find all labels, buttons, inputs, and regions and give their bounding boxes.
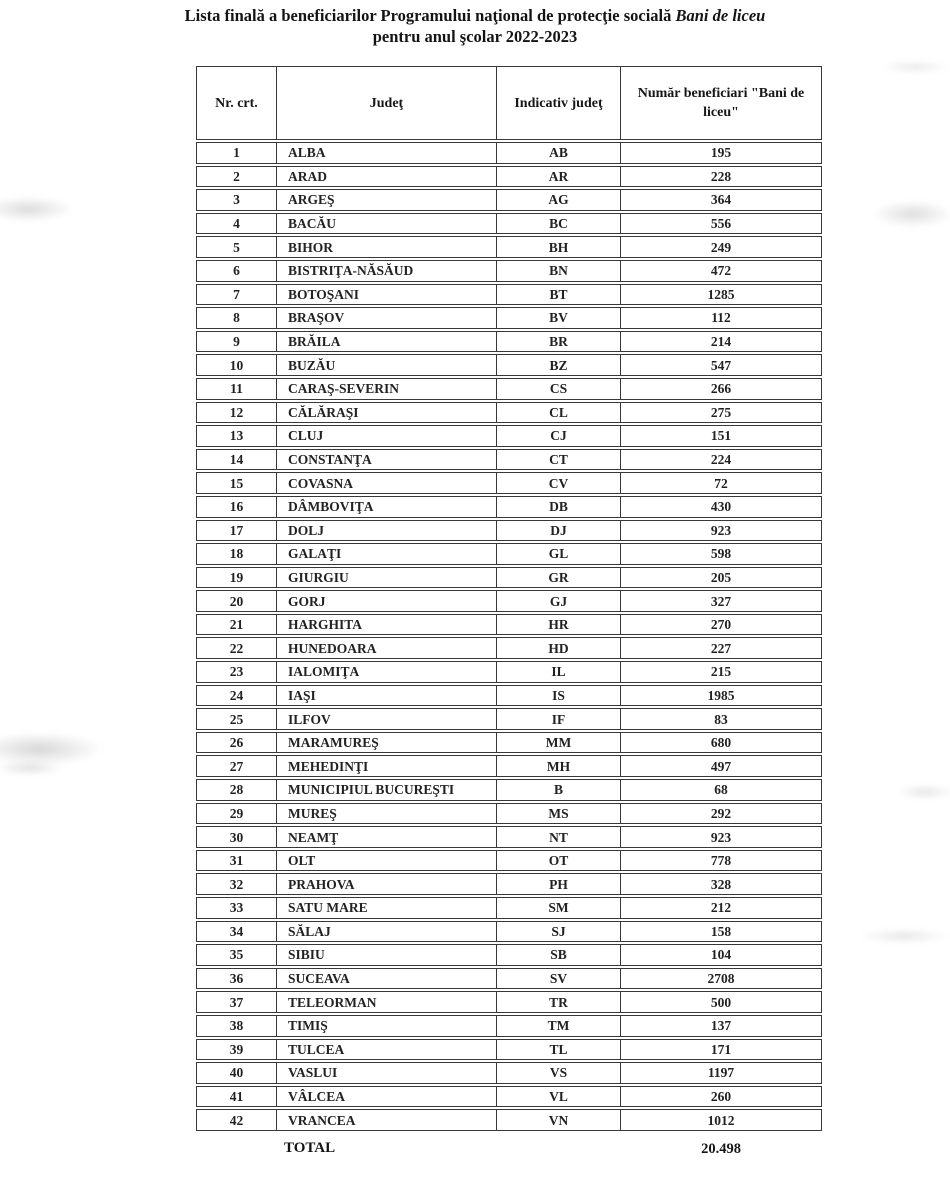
- cell-nr-crt: 29: [196, 803, 276, 825]
- table-body: [196, 142, 822, 1131]
- cell-judet: CARAŞ-SEVERIN: [276, 378, 496, 400]
- cell-nr-crt: 4: [196, 213, 276, 235]
- cell-indicativ: AB: [496, 142, 620, 164]
- cell-numar-beneficiari: 275: [620, 402, 822, 424]
- page-title-line1-italic: Bani de liceu: [675, 6, 766, 25]
- cell-nr-crt: 41: [196, 1086, 276, 1108]
- cell-judet: MEHEDINŢI: [276, 755, 496, 777]
- table-row: [196, 189, 822, 211]
- cell-numar-beneficiari: 923: [620, 826, 822, 848]
- col-header-nr-crt: Nr. crt.: [196, 66, 276, 140]
- cell-numar-beneficiari: 158: [620, 921, 822, 943]
- cell-numar-beneficiari: 364: [620, 189, 822, 211]
- cell-numar-beneficiari: 195: [620, 142, 822, 164]
- scan-smudge: [880, 60, 950, 74]
- cell-judet: CLUJ: [276, 425, 496, 447]
- cell-numar-beneficiari: 778: [620, 850, 822, 872]
- cell-indicativ: BN: [496, 260, 620, 282]
- table-row: [196, 708, 822, 730]
- cell-indicativ: BT: [496, 284, 620, 306]
- cell-indicativ: MS: [496, 803, 620, 825]
- page-title-line1: [0, 5, 950, 26]
- cell-numar-beneficiari: 260: [620, 1086, 822, 1108]
- cell-judet: MUNICIPIUL BUCUREŞTI: [276, 779, 496, 801]
- cell-judet: SIBIU: [276, 944, 496, 966]
- table-row: [196, 472, 822, 494]
- cell-indicativ: TM: [496, 1015, 620, 1037]
- cell-indicativ: AG: [496, 189, 620, 211]
- cell-numar-beneficiari: 212: [620, 897, 822, 919]
- table-row: [196, 944, 822, 966]
- cell-judet: BRĂILA: [276, 331, 496, 353]
- total-row: [196, 1140, 822, 1162]
- cell-nr-crt: 19: [196, 567, 276, 589]
- cell-judet: IALOMIŢA: [276, 661, 496, 683]
- cell-nr-crt: 14: [196, 449, 276, 471]
- cell-indicativ: TR: [496, 991, 620, 1013]
- cell-numar-beneficiari: 228: [620, 166, 822, 188]
- cell-nr-crt: 23: [196, 661, 276, 683]
- cell-judet: BOTOŞANI: [276, 284, 496, 306]
- cell-indicativ: HR: [496, 614, 620, 636]
- cell-numar-beneficiari: 472: [620, 260, 822, 282]
- cell-indicativ: TL: [496, 1039, 620, 1061]
- cell-indicativ: VL: [496, 1086, 620, 1108]
- cell-nr-crt: 34: [196, 921, 276, 943]
- cell-indicativ: PH: [496, 873, 620, 895]
- cell-nr-crt: 31: [196, 850, 276, 872]
- cell-judet: SUCEAVA: [276, 968, 496, 990]
- table-row: [196, 803, 822, 825]
- cell-nr-crt: 26: [196, 732, 276, 754]
- cell-judet: TELEORMAN: [276, 991, 496, 1013]
- cell-judet: VASLUI: [276, 1062, 496, 1084]
- col-header-indicativ: Indicativ judeţ: [496, 66, 620, 140]
- cell-numar-beneficiari: 556: [620, 213, 822, 235]
- cell-numar-beneficiari: 249: [620, 236, 822, 258]
- table-row: [196, 897, 822, 919]
- cell-nr-crt: 2: [196, 166, 276, 188]
- table-row: [196, 378, 822, 400]
- cell-nr-crt: 38: [196, 1015, 276, 1037]
- table-row: [196, 166, 822, 188]
- cell-nr-crt: 9: [196, 331, 276, 353]
- cell-indicativ: SV: [496, 968, 620, 990]
- table-row: [196, 331, 822, 353]
- cell-nr-crt: 15: [196, 472, 276, 494]
- table-row: [196, 590, 822, 612]
- cell-judet: COVASNA: [276, 472, 496, 494]
- cell-indicativ: BC: [496, 213, 620, 235]
- cell-nr-crt: 8: [196, 307, 276, 329]
- table-row: [196, 850, 822, 872]
- cell-nr-crt: 22: [196, 637, 276, 659]
- cell-judet: HARGHITA: [276, 614, 496, 636]
- cell-judet: ILFOV: [276, 708, 496, 730]
- col-header-numar-beneficiari: Număr beneficiari "Bani de liceu": [620, 66, 822, 140]
- cell-nr-crt: 6: [196, 260, 276, 282]
- cell-indicativ: OT: [496, 850, 620, 872]
- cell-judet: TULCEA: [276, 1039, 496, 1061]
- cell-judet: BRAŞOV: [276, 307, 496, 329]
- cell-numar-beneficiari: 270: [620, 614, 822, 636]
- cell-judet: IAŞI: [276, 685, 496, 707]
- cell-indicativ: GR: [496, 567, 620, 589]
- cell-numar-beneficiari: 1285: [620, 284, 822, 306]
- scan-smudge: [896, 784, 950, 800]
- table-row: [196, 520, 822, 542]
- cell-indicativ: NT: [496, 826, 620, 848]
- table-row: [196, 685, 822, 707]
- cell-numar-beneficiari: 598: [620, 543, 822, 565]
- beneficiaries-table: [196, 64, 822, 1133]
- cell-nr-crt: 10: [196, 354, 276, 376]
- cell-numar-beneficiari: 224: [620, 449, 822, 471]
- cell-indicativ: GJ: [496, 590, 620, 612]
- page-title-line1-text: Lista finală a beneficiarilor Programului naţional de protecţie socială: [184, 6, 676, 25]
- cell-nr-crt: 5: [196, 236, 276, 258]
- cell-numar-beneficiari: 104: [620, 944, 822, 966]
- table-row: [196, 142, 822, 164]
- cell-nr-crt: 36: [196, 968, 276, 990]
- cell-indicativ: VS: [496, 1062, 620, 1084]
- table-row: [196, 425, 822, 447]
- table-row: [196, 991, 822, 1013]
- cell-numar-beneficiari: 215: [620, 661, 822, 683]
- cell-indicativ: BZ: [496, 354, 620, 376]
- cell-nr-crt: 3: [196, 189, 276, 211]
- table-row: [196, 496, 822, 518]
- cell-numar-beneficiari: 328: [620, 873, 822, 895]
- cell-indicativ: GL: [496, 543, 620, 565]
- cell-indicativ: VN: [496, 1109, 620, 1131]
- cell-nr-crt: 21: [196, 614, 276, 636]
- cell-judet: SĂLAJ: [276, 921, 496, 943]
- cell-indicativ: SM: [496, 897, 620, 919]
- cell-nr-crt: 28: [196, 779, 276, 801]
- cell-nr-crt: 30: [196, 826, 276, 848]
- cell-numar-beneficiari: 1985: [620, 685, 822, 707]
- cell-judet: CONSTANŢA: [276, 449, 496, 471]
- cell-judet: OLT: [276, 850, 496, 872]
- table-row: [196, 755, 822, 777]
- cell-nr-crt: 27: [196, 755, 276, 777]
- cell-indicativ: IS: [496, 685, 620, 707]
- table-row: [196, 661, 822, 683]
- page-title: [0, 5, 950, 47]
- cell-numar-beneficiari: 151: [620, 425, 822, 447]
- cell-numar-beneficiari: 430: [620, 496, 822, 518]
- cell-judet: CĂLĂRAŞI: [276, 402, 496, 424]
- cell-judet: HUNEDOARA: [276, 637, 496, 659]
- cell-nr-crt: 39: [196, 1039, 276, 1061]
- cell-indicativ: BH: [496, 236, 620, 258]
- cell-indicativ: IF: [496, 708, 620, 730]
- cell-numar-beneficiari: 923: [620, 520, 822, 542]
- cell-numar-beneficiari: 2708: [620, 968, 822, 990]
- cell-judet: BIHOR: [276, 236, 496, 258]
- table-row: [196, 402, 822, 424]
- cell-indicativ: BV: [496, 307, 620, 329]
- cell-numar-beneficiari: 83: [620, 708, 822, 730]
- cell-numar-beneficiari: 227: [620, 637, 822, 659]
- table-row: [196, 1039, 822, 1061]
- cell-judet: SATU MARE: [276, 897, 496, 919]
- table-row: [196, 213, 822, 235]
- cell-judet: GALAŢI: [276, 543, 496, 565]
- table-row: [196, 637, 822, 659]
- scan-smudge: [0, 760, 64, 776]
- cell-numar-beneficiari: 266: [620, 378, 822, 400]
- table-row: [196, 921, 822, 943]
- table-row: [196, 1015, 822, 1037]
- cell-indicativ: DB: [496, 496, 620, 518]
- cell-judet: GIURGIU: [276, 567, 496, 589]
- cell-numar-beneficiari: 205: [620, 567, 822, 589]
- scan-smudge: [858, 928, 950, 944]
- cell-judet: ARGEŞ: [276, 189, 496, 211]
- cell-indicativ: HD: [496, 637, 620, 659]
- cell-indicativ: MH: [496, 755, 620, 777]
- cell-nr-crt: 11: [196, 378, 276, 400]
- cell-indicativ: CL: [496, 402, 620, 424]
- table-row: [196, 1086, 822, 1108]
- cell-nr-crt: 20: [196, 590, 276, 612]
- cell-nr-crt: 12: [196, 402, 276, 424]
- scan-smudge: [872, 200, 950, 228]
- cell-nr-crt: 37: [196, 991, 276, 1013]
- cell-judet: BUZĂU: [276, 354, 496, 376]
- scan-smudge: [0, 196, 74, 222]
- table-row: [196, 826, 822, 848]
- cell-indicativ: MM: [496, 732, 620, 754]
- cell-nr-crt: 25: [196, 708, 276, 730]
- table-row: [196, 449, 822, 471]
- total-label: TOTAL: [284, 1139, 336, 1156]
- cell-indicativ: CS: [496, 378, 620, 400]
- cell-nr-crt: 33: [196, 897, 276, 919]
- cell-nr-crt: 17: [196, 520, 276, 542]
- cell-judet: PRAHOVA: [276, 873, 496, 895]
- table-row: [196, 236, 822, 258]
- page-title-line2: pentru anul şcolar 2022-2023: [372, 27, 578, 46]
- table-header-row: [196, 66, 822, 140]
- cell-numar-beneficiari: 112: [620, 307, 822, 329]
- cell-numar-beneficiari: 171: [620, 1039, 822, 1061]
- cell-nr-crt: 42: [196, 1109, 276, 1131]
- cell-indicativ: DJ: [496, 520, 620, 542]
- cell-judet: MUREŞ: [276, 803, 496, 825]
- cell-nr-crt: 35: [196, 944, 276, 966]
- cell-indicativ: CV: [496, 472, 620, 494]
- table-row: [196, 873, 822, 895]
- cell-nr-crt: 32: [196, 873, 276, 895]
- table-row: [196, 732, 822, 754]
- total-value: 20.498: [701, 1140, 741, 1157]
- table-row: [196, 260, 822, 282]
- cell-indicativ: SJ: [496, 921, 620, 943]
- cell-judet: GORJ: [276, 590, 496, 612]
- cell-indicativ: CJ: [496, 425, 620, 447]
- table-row: [196, 1109, 822, 1131]
- table-row: [196, 968, 822, 990]
- cell-indicativ: AR: [496, 166, 620, 188]
- cell-numar-beneficiari: 137: [620, 1015, 822, 1037]
- table-row: [196, 354, 822, 376]
- cell-numar-beneficiari: 1197: [620, 1062, 822, 1084]
- table-row: [196, 284, 822, 306]
- col-header-judet: Judeţ: [276, 66, 496, 140]
- cell-judet: VÂLCEA: [276, 1086, 496, 1108]
- cell-judet: TIMIŞ: [276, 1015, 496, 1037]
- cell-nr-crt: 24: [196, 685, 276, 707]
- table-header: [196, 66, 822, 140]
- table-row: [196, 567, 822, 589]
- cell-judet: BISTRIŢA-NĂSĂUD: [276, 260, 496, 282]
- table-row: [196, 543, 822, 565]
- cell-judet: ALBA: [276, 142, 496, 164]
- cell-indicativ: B: [496, 779, 620, 801]
- cell-numar-beneficiari: 680: [620, 732, 822, 754]
- cell-nr-crt: 1: [196, 142, 276, 164]
- document-body: [196, 64, 822, 1162]
- cell-judet: DÂMBOVIŢA: [276, 496, 496, 518]
- cell-judet: VRANCEA: [276, 1109, 496, 1131]
- cell-nr-crt: 18: [196, 543, 276, 565]
- cell-indicativ: IL: [496, 661, 620, 683]
- table-row: [196, 307, 822, 329]
- cell-indicativ: BR: [496, 331, 620, 353]
- cell-numar-beneficiari: 292: [620, 803, 822, 825]
- cell-numar-beneficiari: 72: [620, 472, 822, 494]
- cell-nr-crt: 13: [196, 425, 276, 447]
- cell-judet: MARAMUREŞ: [276, 732, 496, 754]
- cell-judet: DOLJ: [276, 520, 496, 542]
- cell-numar-beneficiari: 497: [620, 755, 822, 777]
- cell-nr-crt: 16: [196, 496, 276, 518]
- cell-judet: NEAMŢ: [276, 826, 496, 848]
- cell-numar-beneficiari: 1012: [620, 1109, 822, 1131]
- table-row: [196, 614, 822, 636]
- cell-judet: BACĂU: [276, 213, 496, 235]
- cell-numar-beneficiari: 547: [620, 354, 822, 376]
- cell-indicativ: CT: [496, 449, 620, 471]
- cell-indicativ: SB: [496, 944, 620, 966]
- cell-numar-beneficiari: 327: [620, 590, 822, 612]
- cell-nr-crt: 7: [196, 284, 276, 306]
- cell-nr-crt: 40: [196, 1062, 276, 1084]
- table-row: [196, 779, 822, 801]
- table-row: [196, 1062, 822, 1084]
- cell-numar-beneficiari: 214: [620, 331, 822, 353]
- scan-smudge: [0, 732, 104, 766]
- cell-judet: ARAD: [276, 166, 496, 188]
- cell-numar-beneficiari: 68: [620, 779, 822, 801]
- cell-numar-beneficiari: 500: [620, 991, 822, 1013]
